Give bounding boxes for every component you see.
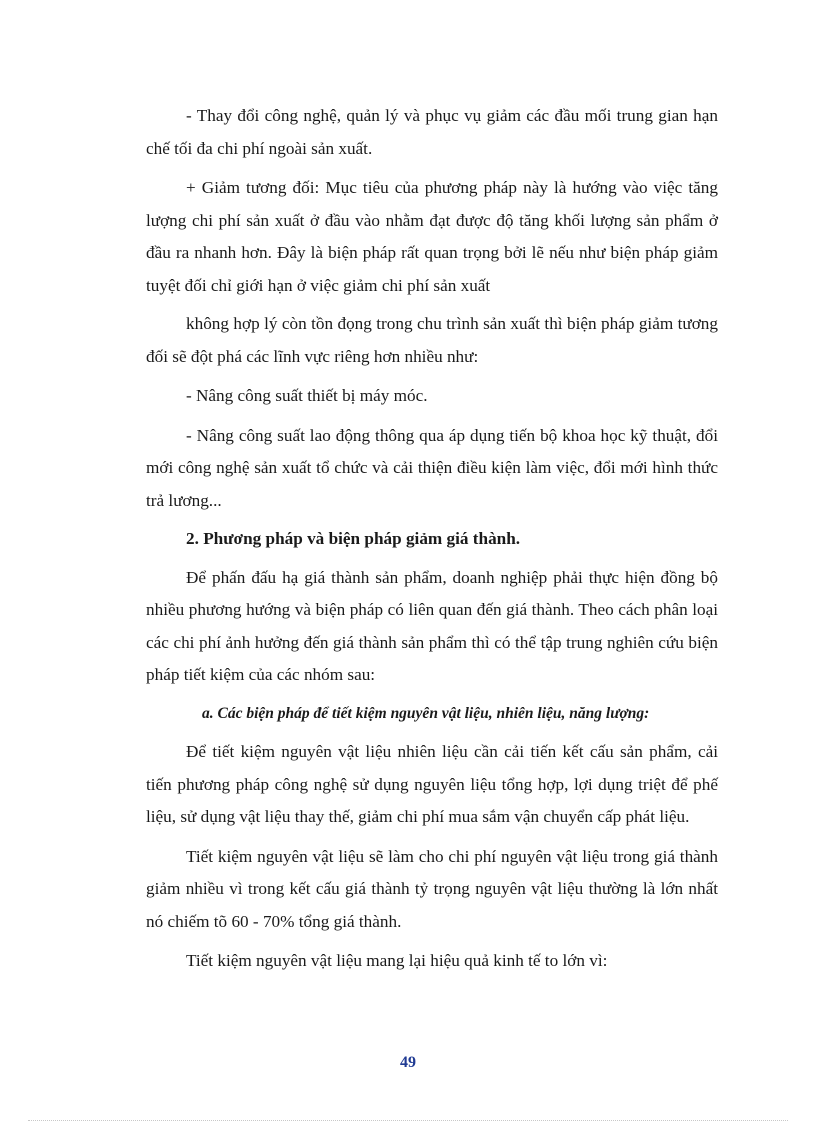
paragraph-materials-share: Tiết kiệm nguyên vật liệu sẽ làm cho chi phí nguyên vật liệu trong giá thành giảm nhiều vì trong kết cấu giá thành tỷ trọng nguyên vật liệu thường là lớn nhất nó chiếm tõ 60 - 70% tổng giá thành. <box>146 846 718 931</box>
paragraph-unreasonable-costs: không hợp lý còn tồn đọng trong chu trình sản xuất thì biện pháp giảm tương đối sẽ đột phá các lĩnh vực riêng hơn nhiều như: <box>146 314 718 366</box>
page-body <box>146 100 718 978</box>
subsection-heading: a. Các biện pháp để tiết kiệm nguyên vật liệu, nhiên liệu, năng lượng: <box>202 704 650 722</box>
paragraph-economic-effect: Tiết kiệm nguyên vật liệu mang lại hiệu quả kinh tế to lớn vì: <box>186 951 608 970</box>
paragraph-equipment-capacity: - Nâng công suất thiết bị máy móc. <box>186 386 428 405</box>
footer-divider <box>28 1120 788 1121</box>
page-number: 49 <box>400 1054 416 1071</box>
paragraph-relative-reduction: + Giảm tương đối: Mục tiêu của phương pháp này là hướng vào việc tăng lượng chi phí sản xuất ở đầu vào nhằm đạt được độ tăng khối lượng sản phẩm ở đầu ra nhanh hơn. Đây là biện pháp rất quan trọng bởi lẽ nếu như biện pháp giảm tuyệt đối chỉ giới hạn ở việc giảm chi phí sản xuất <box>146 178 718 295</box>
section-heading: 2. Phương pháp và biện pháp giảm giá thành. <box>186 529 521 548</box>
paragraph-labor-capacity: - Nâng công suất lao động thông qua áp dụng tiến bộ khoa học kỹ thuật, đổi mới công nghệ sản xuất tổ chức và cải thiện điều kiện làm việc, đổi mới hình thức trả lương... <box>146 425 718 510</box>
section-intro-paragraph: Để phấn đấu hạ giá thành sản phẩm, doanh nghiệp phải thực hiện đồng bộ nhiều phương hướng và biện pháp có liên quan đến giá thành. Theo cách phân loại các chi phí ảnh hưởng đến giá thành sản phẩm thì có thể tập trung nghiên cứu biện pháp tiết kiệm của các nhóm sau: <box>146 567 718 684</box>
paragraph-change-technology: - Thay đổi công nghệ, quản lý và phục vụ giảm các đầu mối trung gian hạn chế tối đa chi phí ngoài sản xuất. <box>146 106 718 158</box>
paragraph-saving-materials: Để tiết kiệm nguyên vật liệu nhiên liệu cần cải tiến kết cấu sản phẩm, cải tiến phương pháp công nghệ sử dụng nguyên liệu tổng hợp, lợi dụng triệt để phế liệu, sử dụng vật liệu thay thế, giảm chi phí mua sắm vận chuyển cấp phát liệu. <box>146 742 718 826</box>
